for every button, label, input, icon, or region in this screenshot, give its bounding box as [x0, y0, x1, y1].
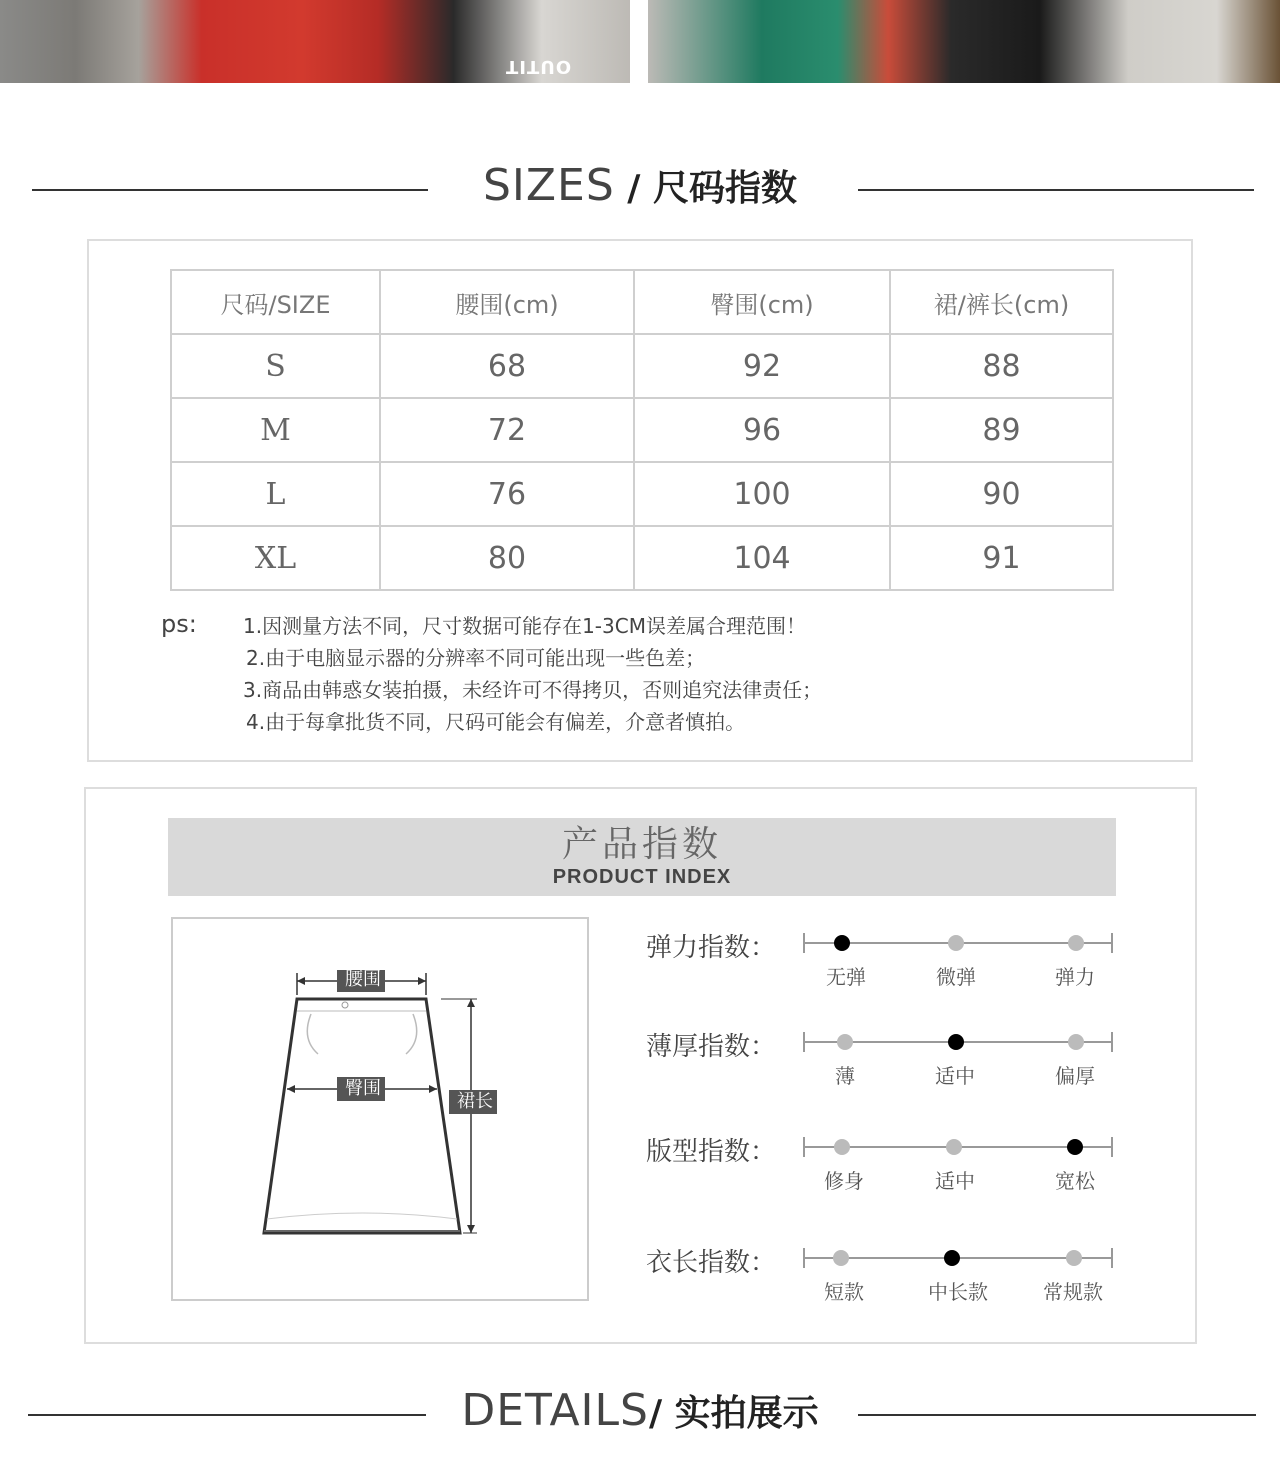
length-cell: 89: [890, 398, 1113, 462]
rating-cap: [1111, 1248, 1113, 1268]
rating-dot: [948, 935, 964, 951]
rating-dot: [1068, 1034, 1084, 1050]
rating-option: 常规款: [1043, 1280, 1103, 1304]
rating-option: 偏厚: [1055, 1064, 1095, 1088]
sizes-title-cn: 尺码指数: [652, 168, 797, 209]
rating-option: 短款: [824, 1280, 864, 1304]
rating-dot-selected: [1067, 1139, 1083, 1155]
rating-option: 微弹: [936, 965, 976, 989]
waist-cell: 68: [380, 334, 634, 398]
skirt-measure-diagram: [171, 917, 589, 1301]
rating-label: 弹力指数：: [646, 933, 777, 963]
length-cell: 91: [890, 526, 1113, 590]
bag-print-text: OUTIT: [505, 56, 572, 77]
hip-cell: 104: [634, 526, 890, 590]
rating-dot: [833, 1250, 849, 1266]
size-cell: L: [171, 462, 380, 526]
size-cell: M: [171, 398, 380, 462]
details-title-sep: /: [648, 1393, 675, 1434]
note-item: 1.因测量方法不同，尺寸数据可能存在1-3CM误差属合理范围！: [243, 614, 806, 638]
header-waist: 腰围(cm): [380, 270, 634, 334]
rating-label: 薄厚指数：: [646, 1032, 777, 1062]
product-index-title-cn: 产品指数: [561, 824, 722, 865]
rating-cap: [803, 1032, 805, 1052]
table-row: [171, 462, 1113, 526]
product-index-banner: [168, 818, 1116, 896]
size-table-header-row: [171, 270, 1113, 334]
length-cell: 90: [890, 462, 1113, 526]
rating-option: 适中: [935, 1064, 975, 1088]
size-cell: S: [171, 334, 380, 398]
header-length: 裙/裤长(cm): [890, 270, 1113, 334]
hip-cell: 92: [634, 334, 890, 398]
rating-cap: [1111, 933, 1113, 953]
rating-option: 宽松: [1055, 1169, 1095, 1193]
rating-dot-selected: [834, 935, 850, 951]
rating-option: 修身: [824, 1169, 864, 1193]
sizes-title-sep: /: [614, 168, 653, 209]
model-photo-right: [648, 0, 1280, 83]
rating-dot: [834, 1139, 850, 1155]
rating-cap: [1111, 1032, 1113, 1052]
length-label: 裙长: [457, 1091, 493, 1112]
sizes-title-en: SIZES: [482, 160, 615, 211]
product-index-title-en: PRODUCT INDEX: [552, 866, 732, 888]
rating-dot-selected: [944, 1250, 960, 1266]
rating-label: 版型指数：: [646, 1137, 777, 1167]
hip-cell: 96: [634, 398, 890, 462]
notes-list: [243, 610, 822, 738]
rating-option: 无弹: [826, 965, 866, 989]
rating-cap: [1111, 1137, 1113, 1157]
model-photo-left: [0, 0, 630, 83]
notes-label: ps:: [161, 610, 197, 638]
product-index-panel: [84, 787, 1197, 1344]
details-title-cn: 实拍展示: [674, 1393, 819, 1434]
rating-option: 弹力: [1055, 965, 1095, 989]
details-heading: [0, 1385, 1280, 1445]
rating-length: [646, 1242, 1126, 1312]
rating-dot: [1066, 1250, 1082, 1266]
table-row: [171, 398, 1113, 462]
table-row: [171, 334, 1113, 398]
rating-dot: [1068, 935, 1084, 951]
rating-option: 适中: [935, 1169, 975, 1193]
details-title-en: DETAILS: [461, 1385, 649, 1436]
rating-cap: [803, 1137, 805, 1157]
rating-option: 薄: [835, 1064, 855, 1088]
hip-cell: 100: [634, 462, 890, 526]
header-hip: 臀围(cm): [634, 270, 890, 334]
rating-fit: [646, 1131, 1126, 1201]
waist-cell: 72: [380, 398, 634, 462]
rating-option: 中长款: [928, 1280, 988, 1304]
size-table: [170, 269, 1114, 591]
size-chart-panel: [87, 239, 1193, 762]
rating-thickness: [646, 1026, 1126, 1096]
rating-cap: [803, 933, 805, 953]
rating-dot: [837, 1034, 853, 1050]
length-cell: 88: [890, 334, 1113, 398]
waist-cell: 80: [380, 526, 634, 590]
note-item: 2.由于电脑显示器的分辨率不同可能出现一些色差；: [246, 646, 706, 670]
note-item: 4.由于每拿批货不同，尺码可能会有偏差，介意者慎拍。: [246, 710, 746, 734]
rating-cap: [803, 1248, 805, 1268]
rating-dot-selected: [948, 1034, 964, 1050]
header-size: 尺码/SIZE: [171, 270, 380, 334]
rating-label: 衣长指数：: [646, 1248, 777, 1278]
rating-dot: [946, 1139, 962, 1155]
waist-label: 腰围: [345, 969, 381, 990]
hip-label: 臀围: [345, 1078, 381, 1099]
size-cell: XL: [171, 526, 380, 590]
rating-elasticity: [646, 927, 1126, 997]
sizes-heading: [0, 160, 1280, 220]
note-item: 3.商品由韩惑女装拍摄，未经许可不得拷贝，否则追究法律责任；: [243, 678, 823, 702]
waist-cell: 76: [380, 462, 634, 526]
table-row: [171, 526, 1113, 590]
